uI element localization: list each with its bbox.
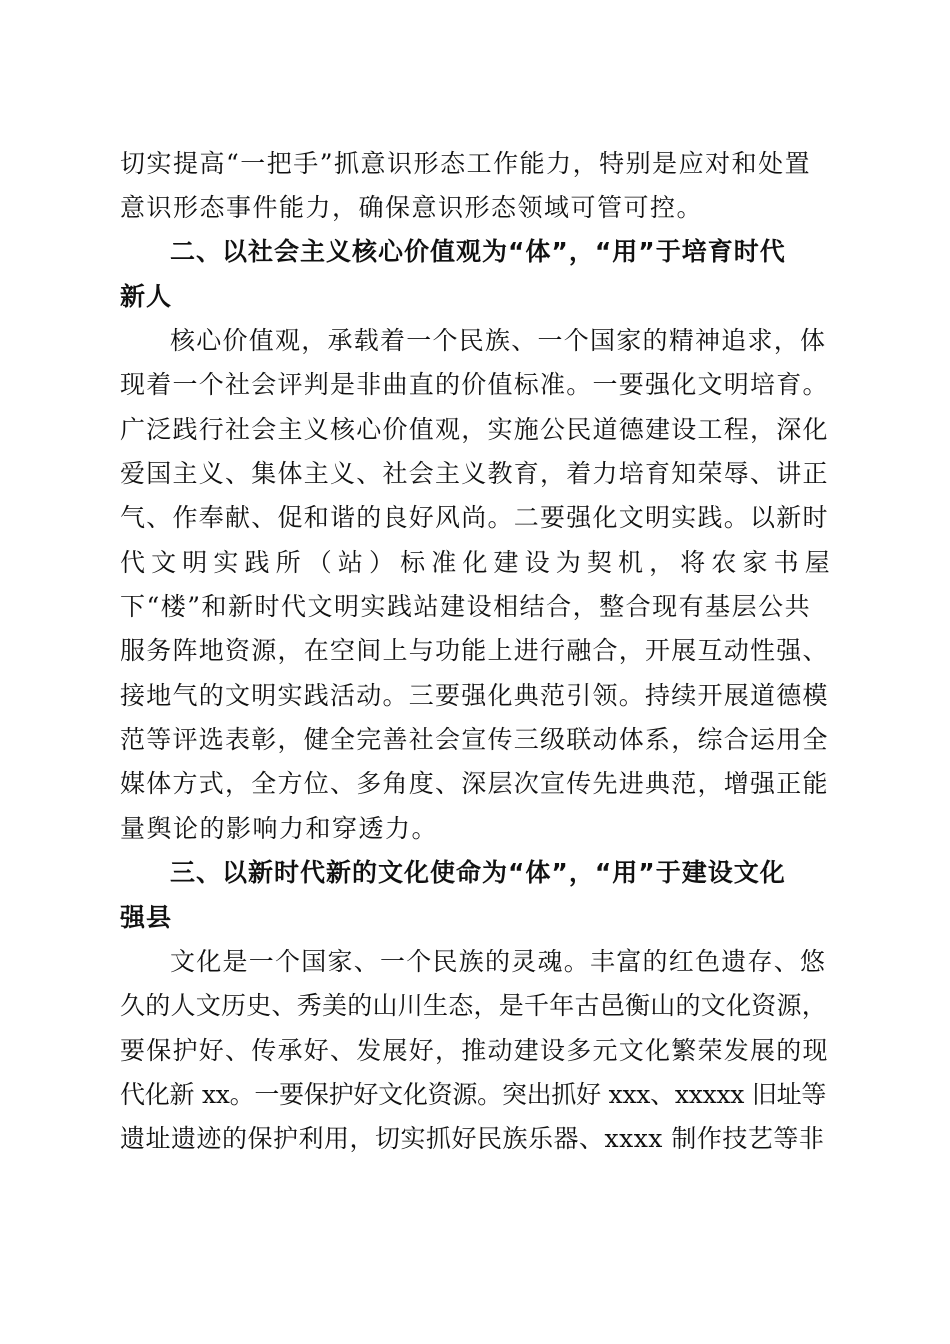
paragraph-line: 范等评选表彰，健全完善社会宣传三级联动体系，综合运用全 bbox=[120, 725, 829, 754]
section-heading-continuation: 新人 bbox=[120, 282, 173, 311]
paragraph-line: 遗址遗迹的保护利用，切实抓好民族乐器、xxxx 制作技艺等非 bbox=[120, 1124, 825, 1153]
paragraph-line: 要保护好、传承好、发展好，推动建设多元文化繁荣发展的现 bbox=[120, 1036, 829, 1065]
justified-char: ） bbox=[369, 548, 395, 577]
paragraph-line: 媒体方式，全方位、多角度、深层次宣传先进典范，增强正能 bbox=[120, 769, 829, 798]
justified-char: 契 bbox=[586, 548, 612, 577]
justified-char: 明 bbox=[182, 548, 208, 577]
justified-char: ， bbox=[649, 548, 675, 577]
justified-char: 站 bbox=[337, 548, 363, 577]
paragraph-line: 服务阵地资源，在空间上与功能上进行融合，开展互动性强、 bbox=[120, 636, 829, 665]
justified-char: 代 bbox=[120, 548, 146, 577]
paragraph-line: 核心价值观，承载着一个民族、一个国家的精神追求，体 bbox=[170, 326, 827, 355]
justified-char: 机 bbox=[618, 548, 644, 577]
paragraph-line: 接地气的文明实践活动。三要强化典范引领。持续开展道德模 bbox=[120, 681, 829, 710]
justified-char: 屋 bbox=[804, 548, 830, 577]
justified-char: 实 bbox=[213, 548, 239, 577]
paragraph-line: 广泛践行社会主义核心价值观，实施公民道德建设工程，深化 bbox=[120, 415, 829, 444]
justified-char: 书 bbox=[773, 548, 799, 577]
paragraph-line: 爱国主义、集体主义、社会主义教育，着力培育知荣辱、讲正 bbox=[120, 459, 829, 488]
paragraph-line-justified bbox=[120, 548, 830, 578]
paragraph-line: 代化新 xx。一要保护好文化资源。突出抓好 xxx、xxxxx 旧址等 bbox=[120, 1080, 827, 1109]
section-heading-continuation: 强县 bbox=[120, 903, 173, 932]
justified-char: 所 bbox=[275, 548, 301, 577]
paragraph-line: 意识形态事件能力，确保意识形态领域可管可控。 bbox=[120, 193, 704, 222]
paragraph-line: 下“楼”和新时代文明实践站建设相结合，整合现有基层公共 bbox=[120, 592, 812, 621]
justified-char: 建 bbox=[493, 548, 519, 577]
section-heading: 三、以新时代新的文化使命为“体”，“用”于建设文化 bbox=[170, 858, 786, 887]
paragraph-line: 现着一个社会评判是非曲直的价值标准。一要强化文明培育。 bbox=[120, 370, 829, 399]
paragraph-line: 久的人文历史、秀美的山川生态，是千年古邑衡山的文化资源， bbox=[120, 991, 828, 1020]
justified-char: 化 bbox=[462, 548, 488, 577]
section-heading: 二、以社会主义核心价值观为“体”，“用”于培育时代 bbox=[170, 237, 786, 266]
paragraph-line: 气、作奉献、促和谐的良好风尚。二要强化文明实践。以新时 bbox=[120, 503, 829, 532]
paragraph-line: 切实提高“一把手”抓意识形态工作能力，特别是应对和处置 bbox=[120, 149, 812, 178]
justified-char: 农 bbox=[711, 548, 737, 577]
justified-char: 准 bbox=[431, 548, 457, 577]
paragraph-line: 量舆论的影响力和穿透力。 bbox=[120, 814, 439, 843]
paragraph-line: 文化是一个国家、一个民族的灵魂。丰富的红色遗存、悠 bbox=[170, 947, 827, 976]
justified-char: 践 bbox=[244, 548, 270, 577]
justified-char: 家 bbox=[742, 548, 768, 577]
justified-char: 将 bbox=[680, 548, 706, 577]
justified-char: 标 bbox=[400, 548, 426, 577]
justified-char: 为 bbox=[555, 548, 581, 577]
justified-char: 文 bbox=[151, 548, 177, 577]
justified-char: （ bbox=[306, 548, 332, 577]
justified-char: 设 bbox=[524, 548, 550, 577]
